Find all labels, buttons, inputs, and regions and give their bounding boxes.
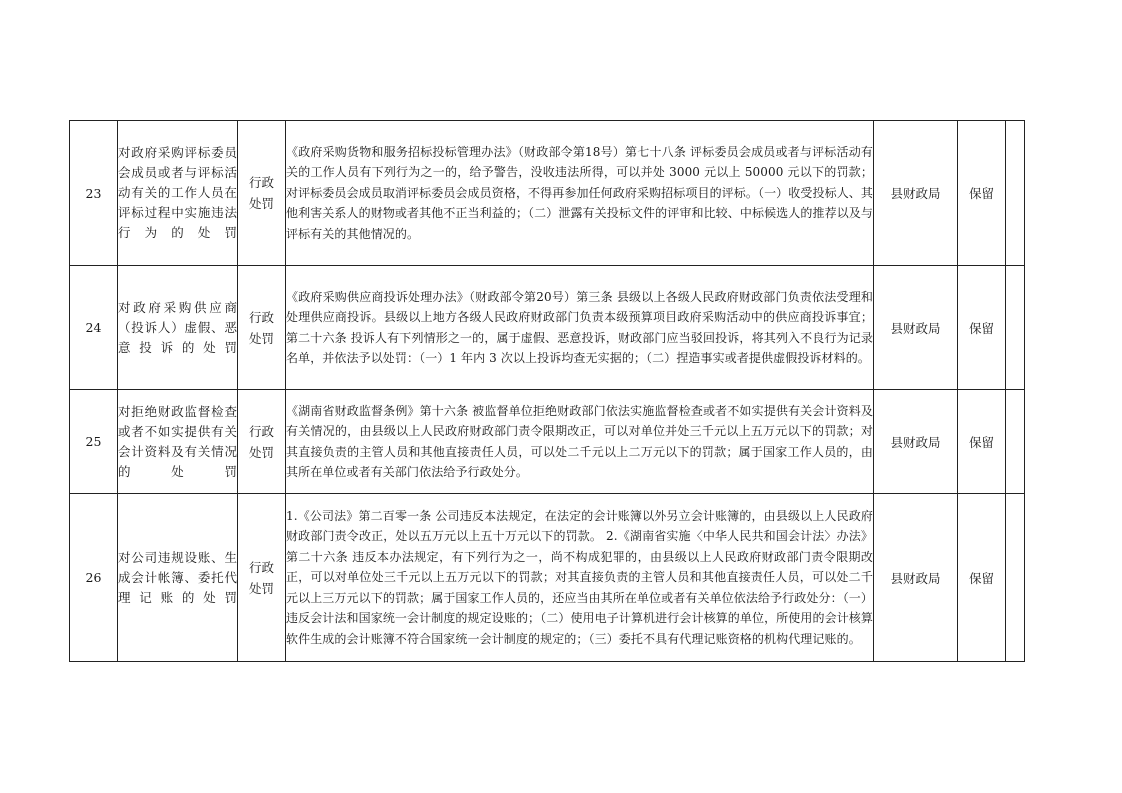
responsible-department: 县财政局 [874, 494, 958, 662]
legal-basis: 《政府采购货物和服务招标投标管理办法》（财政部令第18号）第七十八条 评标委员会成员或者与评标活动有关的工作人员有下列行为之一的，给予警告，没收违法所得，可以并处 3000 元以上 50000 元以下的罚款；对评标委员会成员取消评标委员会成员资格，不得再参加任何政府采购招标项目的评标。（一）收受投标人、其他利害关系人的财物或者其他不正当利益的；（二）泄露有关投标文件的评审和比较、中标候选人的推荐以及与评标有关的其他情况的。 [286, 121, 874, 266]
item-name: 对公司违规设账、生成会计帐簿、委托代理记账的处罚 [118, 494, 238, 662]
power-type-line1: 行政 [248, 423, 274, 439]
item-name: 对拒绝财政监督检查或者不如实提供有关会计资料及有关情况的处罚 [118, 390, 238, 494]
retention-status: 保留 [958, 494, 1006, 662]
administrative-power-table [69, 120, 1025, 662]
row-number: 25 [70, 390, 118, 494]
item-name: 对政府采购评标委员会成员或者与评标活动有关的工作人员在评标过程中实施违法行为的处罚 [118, 121, 238, 266]
item-name: 对政府采购供应商（投诉人）虚假、恶意投诉的处罚 [118, 266, 238, 390]
remarks-cell [1006, 121, 1025, 266]
legal-basis: 《湖南省财政监督条例》第十六条 被监督单位拒绝财政部门依法实施监督检查或者不如实提供有关会计资料及有关情况的，由县级以上人民政府财政部门责令限期改正，可以对单位并处三千元以上五万元以下的罚款；对其直接负责的主管人员和其他直接责任人员，可以处二千元以上二万元以下的罚款；属于国家工作人员的，由其所在单位或者有关部门依法给予行政处分。 [286, 390, 874, 494]
responsible-department: 县财政局 [874, 266, 958, 390]
power-type [238, 390, 286, 494]
retention-status: 保留 [958, 121, 1006, 266]
power-type-line2: 处罚 [248, 196, 274, 211]
table-row [70, 121, 1025, 266]
legal-basis: 1.《公司法》第二百零一条 公司违反本法规定，在法定的会计账簿以外另立会计账簿的，由县级以上人民政府财政部门责令改正，处以五万元以上五十万元以下的罚款。 2.《湖南省实施〈中华人民共和国会计法〉办法》第二十六条 违反本办法规定，有下列行为之一，尚不构成犯罪的，由县级以上人民政府财政部门责令限期改正，可以对单位处三千元以上五万元以下的罚款；对其直接负责的主管人员和其他直接责任人员，可以处二千元以上三万元以下的罚款；属于国家工作人员的，还应当由其所在单位或者有关单位依法给予行政处分：（一）违反会计法和国家统一会计制度的规定设账的；（二）使用电子计算机进行会计核算的单位，所使用的会计核算软件生成的会计账簿不符合国家统一会计制度的规定的；（三）委托不具有代理记账资格的机构代理记账的。 [286, 494, 874, 662]
row-number: 24 [70, 266, 118, 390]
power-type [238, 121, 286, 266]
power-type-line2: 处罚 [248, 580, 274, 596]
remarks-cell [1006, 390, 1025, 494]
retention-status: 保留 [958, 390, 1006, 494]
power-type [238, 266, 286, 390]
remarks-cell [1006, 266, 1025, 390]
table-row [70, 390, 1025, 494]
legal-basis: 《政府采购供应商投诉处理办法》（财政部令第20号）第三条 县级以上各级人民政府财政部门负责依法受理和处理供应商投诉。县级以上地方各级人民政府财政部门负责本级预算项目政府采购活动中的供应商投诉事宜；第二十六条 投诉人有下列情形之一的，属于虚假、恶意投诉，财政部门应当驳回投诉，将其列入不良行为记录名单，并依法予以处罚：（一）1 年内 3 次以上投诉均查无实据的；（二）捏造事实或者提供虚假投诉材料的。 [286, 266, 874, 390]
row-number: 26 [70, 494, 118, 662]
table-row [70, 494, 1025, 662]
power-type-line2: 处罚 [248, 330, 274, 346]
power-type-line1: 行政 [248, 175, 274, 190]
power-type-line1: 行政 [248, 559, 274, 575]
remarks-cell [1006, 494, 1025, 662]
responsible-department: 县财政局 [874, 390, 958, 494]
table-row [70, 266, 1025, 390]
retention-status: 保留 [958, 266, 1006, 390]
row-number: 23 [70, 121, 118, 266]
power-type-line2: 处罚 [248, 444, 274, 460]
power-type [238, 494, 286, 662]
responsible-department: 县财政局 [874, 121, 958, 266]
power-type-line1: 行政 [248, 309, 274, 325]
